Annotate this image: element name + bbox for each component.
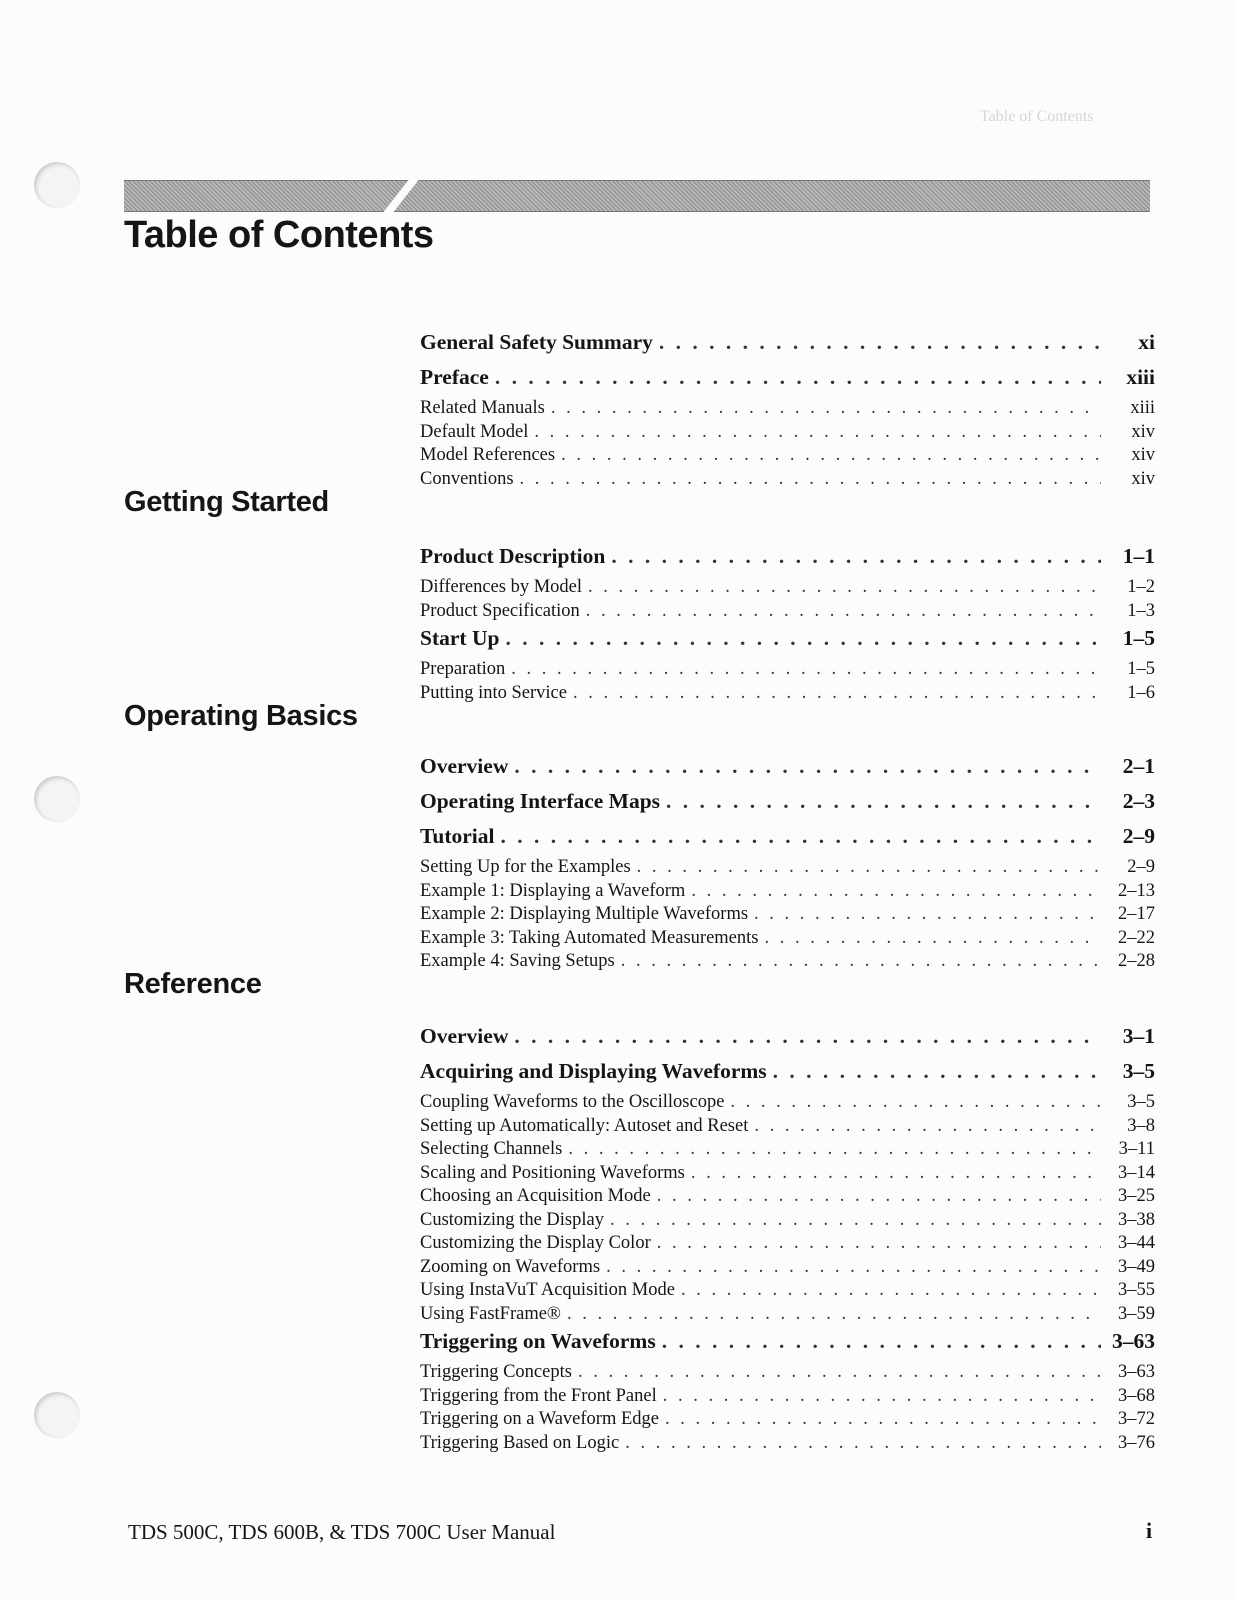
toc-entry-title: Triggering on a Waveform Edge bbox=[420, 1409, 659, 1429]
toc-heading-entry[interactable] bbox=[420, 1329, 1155, 1362]
toc-heading-entry[interactable] bbox=[420, 1024, 1155, 1057]
toc-entry-page: 2–17 bbox=[1118, 904, 1155, 924]
toc-entry-page: 3–1 bbox=[1122, 1024, 1155, 1048]
toc-entry-title: Putting into Service bbox=[420, 682, 567, 703]
dot-leader bbox=[514, 1024, 1101, 1049]
toc-entry[interactable] bbox=[420, 881, 1155, 905]
toc-entry-page: 3–14 bbox=[1118, 1162, 1155, 1183]
footer-page-number: i bbox=[1146, 1518, 1153, 1543]
toc-entry-title: Using InstaVuT Acquisition Mode bbox=[420, 1280, 675, 1300]
toc-entry-page: 1–5 bbox=[1127, 659, 1155, 679]
toc-entry-page: xiii bbox=[1126, 365, 1155, 389]
dot-leader bbox=[520, 469, 1101, 490]
dot-leader bbox=[657, 1233, 1101, 1254]
toc-entry-title: Tutorial bbox=[420, 824, 495, 848]
toc-entry[interactable] bbox=[420, 422, 1155, 446]
toc-entry-title: Differences by Model bbox=[420, 577, 582, 597]
dot-leader bbox=[625, 1433, 1101, 1454]
toc-entry-title: Scaling and Positioning Waveforms bbox=[420, 1162, 685, 1183]
dot-leader bbox=[588, 577, 1101, 598]
toc-entry-page: 3–76 bbox=[1118, 1432, 1155, 1453]
toc-entry-page: 3–63 bbox=[1112, 1329, 1155, 1353]
toc-entry-page: 3–59 bbox=[1118, 1303, 1155, 1324]
toc-entry[interactable] bbox=[420, 951, 1155, 975]
toc-entry[interactable] bbox=[420, 577, 1155, 601]
toc-entry-page: 2–28 bbox=[1118, 951, 1155, 971]
dot-leader bbox=[662, 1329, 1101, 1354]
toc-entry[interactable] bbox=[420, 601, 1155, 625]
toc-entry[interactable] bbox=[420, 659, 1155, 683]
toc-entry-title: General Safety Summary bbox=[420, 330, 653, 354]
dot-leader bbox=[505, 626, 1101, 651]
toc-entry-page: 1–6 bbox=[1127, 682, 1155, 703]
toc-heading-entry[interactable] bbox=[420, 626, 1155, 659]
toc-entry[interactable] bbox=[420, 1386, 1155, 1410]
toc-entry-page: xiv bbox=[1131, 445, 1155, 465]
toc-group-reference bbox=[420, 1022, 1155, 1456]
toc-entry[interactable] bbox=[420, 1280, 1155, 1304]
toc-entry[interactable] bbox=[420, 928, 1155, 952]
toc-entry-page: 2–22 bbox=[1118, 927, 1155, 948]
dot-leader bbox=[621, 951, 1101, 972]
toc-entry-title: Preface bbox=[420, 365, 489, 389]
toc-entry-page: xiv bbox=[1131, 421, 1155, 442]
dot-leader bbox=[691, 881, 1101, 902]
title-bar-graphic bbox=[124, 180, 1150, 212]
toc-heading-entry[interactable] bbox=[420, 330, 1155, 363]
toc-entry-title: Acquiring and Displaying Waveforms bbox=[420, 1059, 767, 1083]
toc-entry-title: Default Model bbox=[420, 421, 529, 442]
toc-entry-title: Operating Interface Maps bbox=[420, 789, 661, 813]
toc-heading-entry[interactable] bbox=[420, 544, 1155, 577]
toc-heading-entry[interactable] bbox=[420, 1059, 1155, 1092]
toc-group-operating-basics bbox=[420, 752, 1155, 975]
toc-entry[interactable] bbox=[420, 1362, 1155, 1386]
toc-entry-page: 3–38 bbox=[1118, 1209, 1155, 1230]
toc-entry-page: 2–1 bbox=[1122, 754, 1155, 778]
toc-entry[interactable] bbox=[420, 1433, 1155, 1457]
toc-entry-page: xiv bbox=[1131, 468, 1155, 489]
toc-entry-title: Conventions bbox=[420, 468, 514, 489]
toc-entry-title: Customizing the Display bbox=[420, 1209, 604, 1230]
toc-entry-page: 3–44 bbox=[1118, 1233, 1155, 1253]
toc-entry-title: Example 2: Displaying Multiple Waveforms bbox=[420, 904, 749, 924]
toc-entry-title: Using FastFrame® bbox=[420, 1303, 561, 1324]
dot-leader bbox=[764, 928, 1101, 949]
dot-leader bbox=[610, 1210, 1101, 1231]
toc-entry-title: Triggering on Waveforms bbox=[420, 1329, 656, 1353]
toc-entry-page: 1–2 bbox=[1127, 577, 1155, 597]
dot-leader bbox=[773, 1059, 1101, 1084]
toc-entry-page: 1–1 bbox=[1122, 544, 1155, 568]
dot-leader bbox=[568, 1139, 1101, 1160]
toc-entry-title: Setting up Automatically: Autoset and Reset bbox=[420, 1115, 749, 1136]
toc-entry-title: Triggering Concepts bbox=[420, 1362, 572, 1382]
dot-leader bbox=[514, 754, 1101, 779]
toc-heading-entry[interactable] bbox=[420, 365, 1155, 398]
toc-entry[interactable] bbox=[420, 398, 1155, 422]
toc-entry[interactable] bbox=[420, 1163, 1155, 1187]
toc-entry-title: Selecting Channels bbox=[420, 1139, 563, 1159]
toc-entry-page: 1–5 bbox=[1122, 626, 1155, 650]
toc-entry-title: Product Specification bbox=[420, 600, 580, 621]
toc-heading-entry[interactable] bbox=[420, 824, 1155, 857]
binder-hole bbox=[34, 776, 80, 822]
toc-entry[interactable] bbox=[420, 1210, 1155, 1234]
toc-entry-page: xi bbox=[1138, 330, 1155, 354]
toc-entry-title: Zooming on Waveforms bbox=[420, 1256, 601, 1277]
toc-entry-page: 3–49 bbox=[1118, 1256, 1155, 1277]
dot-leader bbox=[657, 1186, 1101, 1207]
footer-manual-title: TDS 500C, TDS 600B, & TDS 700C User Manual bbox=[128, 1520, 556, 1544]
dot-leader bbox=[551, 398, 1101, 419]
dot-leader bbox=[586, 601, 1101, 622]
toc-entry[interactable] bbox=[420, 1409, 1155, 1433]
toc-entry-title: Triggering Based on Logic bbox=[420, 1432, 620, 1453]
toc-entry-title: Choosing an Acquisition Mode bbox=[420, 1186, 651, 1206]
dot-leader bbox=[659, 330, 1101, 355]
toc-entry-title: Start Up bbox=[420, 626, 500, 650]
toc-entry[interactable] bbox=[420, 904, 1155, 928]
dot-leader bbox=[754, 904, 1101, 925]
toc-entry-page: 3–68 bbox=[1118, 1385, 1155, 1406]
toc-entry[interactable] bbox=[420, 857, 1155, 881]
toc-entry-title: Overview bbox=[420, 1024, 509, 1048]
toc-entry-title: Model References bbox=[420, 445, 556, 465]
dot-leader bbox=[681, 1280, 1101, 1301]
dot-leader bbox=[573, 683, 1101, 704]
dot-leader bbox=[665, 1409, 1101, 1430]
toc-entry[interactable] bbox=[420, 1304, 1155, 1328]
toc-entry-title: Related Manuals bbox=[420, 398, 545, 418]
toc-entry-title: Example 3: Taking Automated Measurements bbox=[420, 927, 759, 948]
toc-entry-page: xiii bbox=[1130, 398, 1155, 418]
dot-leader bbox=[663, 1386, 1101, 1407]
toc-entry-page: 2–3 bbox=[1122, 789, 1155, 813]
toc-heading-entry[interactable] bbox=[420, 789, 1155, 822]
binder-hole bbox=[34, 1392, 80, 1438]
section-title-getting-started: Getting Started bbox=[124, 486, 329, 518]
dot-leader bbox=[730, 1092, 1101, 1113]
bleed-through-header: Table of Contents bbox=[980, 108, 1094, 125]
toc-heading-entry[interactable] bbox=[420, 754, 1155, 787]
toc-entry-title: Setting Up for the Examples bbox=[420, 857, 631, 877]
dot-leader bbox=[561, 445, 1101, 466]
dot-leader bbox=[567, 1304, 1101, 1325]
toc-entry[interactable] bbox=[420, 469, 1155, 493]
toc-entry-page: 3–5 bbox=[1122, 1059, 1155, 1083]
toc-entry-page: 3–55 bbox=[1118, 1280, 1155, 1300]
dot-leader bbox=[500, 824, 1101, 849]
toc-entry-title: Product Description bbox=[420, 544, 606, 568]
dot-leader bbox=[611, 544, 1101, 569]
dot-leader bbox=[534, 422, 1101, 443]
toc-entry-title: Customizing the Display Color bbox=[420, 1233, 651, 1253]
toc-entry-title: Overview bbox=[420, 754, 509, 778]
toc-entry-page: 3–63 bbox=[1118, 1362, 1155, 1382]
toc-entry[interactable] bbox=[420, 1257, 1155, 1281]
toc-entry[interactable] bbox=[420, 1186, 1155, 1210]
dot-leader bbox=[511, 659, 1101, 680]
toc-entry-page: 3–5 bbox=[1127, 1092, 1155, 1112]
toc-entry[interactable] bbox=[420, 1092, 1155, 1116]
toc-entry-title: Preparation bbox=[420, 659, 506, 679]
toc-entry-page: 1–3 bbox=[1127, 600, 1155, 621]
toc-entry-page: 3–25 bbox=[1118, 1186, 1155, 1206]
toc-entry[interactable] bbox=[420, 1233, 1155, 1257]
toc-entry-page: 2–13 bbox=[1118, 880, 1155, 901]
toc-group-getting-started bbox=[420, 542, 1155, 706]
toc-entry[interactable] bbox=[420, 683, 1155, 707]
dot-leader bbox=[691, 1163, 1101, 1184]
dot-leader bbox=[606, 1257, 1101, 1278]
toc-entry-title: Example 4: Saving Setups bbox=[420, 951, 615, 971]
toc-entry-page: 2–9 bbox=[1127, 857, 1155, 877]
toc-entry[interactable] bbox=[420, 1139, 1155, 1163]
section-title-reference: Reference bbox=[124, 968, 262, 1000]
dot-leader bbox=[578, 1362, 1101, 1383]
toc-entry-title: Example 1: Displaying a Waveform bbox=[420, 880, 686, 901]
dot-leader bbox=[637, 857, 1101, 878]
toc-entry-title: Coupling Waveforms to the Oscilloscope bbox=[420, 1092, 725, 1112]
page-title: Table of Contents bbox=[124, 214, 434, 256]
toc-entry-page: 3–8 bbox=[1127, 1115, 1155, 1136]
toc-entry-page: 3–72 bbox=[1118, 1409, 1155, 1429]
toc-group-front-matter bbox=[420, 328, 1155, 492]
toc-entry-page: 2–9 bbox=[1122, 824, 1155, 848]
dot-leader bbox=[666, 789, 1101, 814]
toc-entry-title: Triggering from the Front Panel bbox=[420, 1385, 657, 1406]
toc-entry[interactable] bbox=[420, 1116, 1155, 1140]
toc-entry[interactable] bbox=[420, 445, 1155, 469]
dot-leader bbox=[754, 1116, 1101, 1137]
binder-hole bbox=[34, 162, 80, 208]
dot-leader bbox=[495, 365, 1101, 390]
toc-entry-page: 3–11 bbox=[1118, 1139, 1155, 1159]
section-title-operating-basics: Operating Basics bbox=[124, 700, 358, 732]
